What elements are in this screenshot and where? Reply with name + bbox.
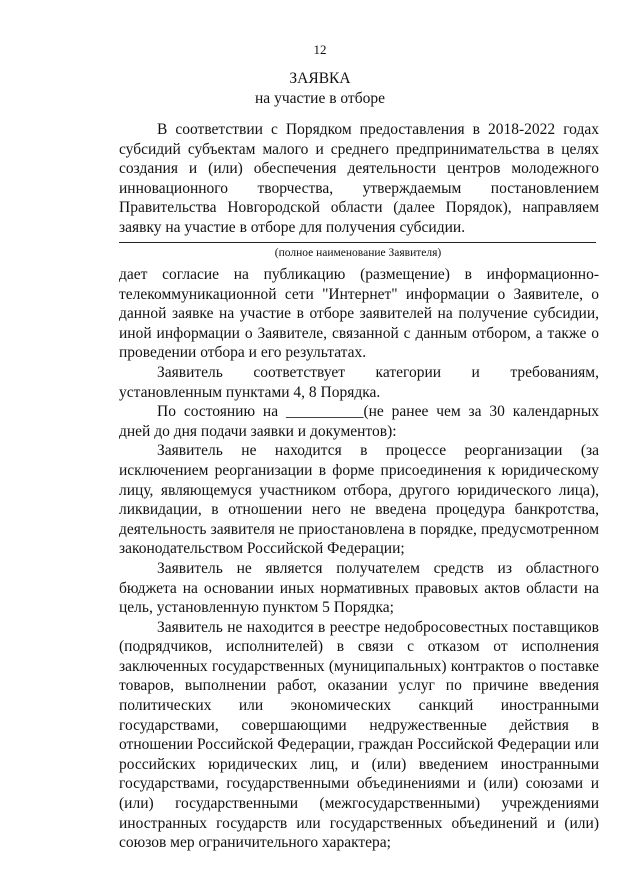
page-number: 12 xyxy=(313,42,327,57)
consent-paragraph: дает согласие на публикацию (размещение) в информационно-телекоммуникационной сети "Интернет" информации о Заявителе, о данной заявке на участие в отборе заявителей на получение субсидии, иной информации о Заявителе, связанной с данным отбором, а также о проведении отбора и его результатах. xyxy=(119,266,599,362)
registry-paragraph: Заявитель не находится в реестре недобросовестных поставщиков (подрядчиков, исполнителей) в связи с отказом от исполнения заключенных государственных (муниципальных) контрактов о поставке товаров, выполнении работ, оказании услуг по причине введения политических или экономических санкций иностранными государствами, совершающими недружественные действия в отношении Российской Федерации, граждан Российской Федерации или российских юридических лиц, и (или) введением иностранными государствами, государственными объединениями и (или) союзами и (или) государственными (межгосударственными) учреждениями иностранных государств или государственных объединений и (или) союзов мер ограничительного характера; xyxy=(119,618,599,852)
budget-recipient-paragraph: Заявитель не является получателем средств из областного бюджета на основании иных нормативных правовых актов области на цель, установленную пунктом 5 Порядка; xyxy=(119,559,599,617)
main-text-block xyxy=(119,265,599,853)
reorganization-paragraph: Заявитель не находится в процессе реорганизации (за исключением реорганизации в форме присоединения к юридическому лицу, являющемуся участником отбора, другого юридического лица), ликвидации, в отношении него не введена процедура банкротства, деятельность заявителя не приостановлена в порядке, предусмотренном законодательством Российской Федерации; xyxy=(119,442,599,558)
compliance-paragraph: Заявитель соответствует категории и требованиям, установленным пунктами 4, 8 Порядка. xyxy=(119,363,599,401)
intro-paragraph: В соответствии с Порядком предоставления в 2018-2022 годах субсидий субъектам малого и среднего предпринимательства в целях создания и (или) обеспечения деятельности центров молодежного инновационного творчества, утверждаемым постановлением Правительства Новгородской области (далее Порядок), направляем заявку на участие в отборе для получения субсидии. xyxy=(119,121,599,236)
document-subtitle: на участие в отборе xyxy=(255,90,385,107)
intro-block xyxy=(119,120,599,238)
applicant-name-caption: (полное наименование Заявителя) xyxy=(274,247,442,259)
status-date-paragraph: По состоянию на __________(не ранее чем за 30 календарных дней до дня подачи заявки и документов): xyxy=(119,403,599,440)
applicant-name-line xyxy=(119,242,596,243)
document-title: ЗАЯВКА xyxy=(289,70,351,87)
